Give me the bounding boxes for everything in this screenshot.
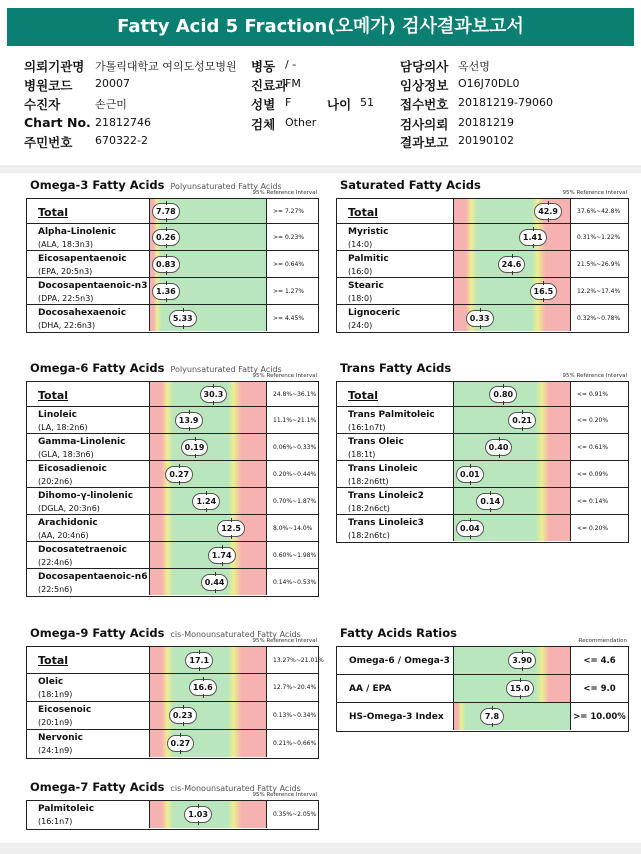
table-row <box>27 674 318 702</box>
info-c2-1-value: FM <box>285 77 301 90</box>
info-c1-1-label: 병원코드 <box>24 78 73 93</box>
analyte-name: Arachidonic <box>38 518 98 528</box>
reference-interval: 8.0%~14.0% <box>273 524 313 532</box>
reference-interval-header: 95% Reference Interval <box>252 190 317 196</box>
total-row <box>27 647 324 674</box>
result-value-marker: 1.36 <box>152 283 180 300</box>
analyte-abbr: (ALA, 18:3n3) <box>38 240 94 249</box>
ratio-bar <box>453 647 571 674</box>
info-c2-3-label: 검체 <box>251 117 276 132</box>
result-value-marker: 1.03 <box>184 806 212 823</box>
reference-interval: 0.32%~0.78% <box>577 314 621 322</box>
table-row <box>27 251 318 278</box>
result-bar <box>149 569 267 595</box>
analyte-abbr: (EPA, 20:5n3) <box>38 267 93 276</box>
info-c3-2-value: 20181219-79060 <box>458 96 553 109</box>
reference-interval: <= 0.14% <box>577 497 609 505</box>
analyte-abbr: (24:1n9) <box>38 746 73 755</box>
info-c1-4-value: 670322-2 <box>95 134 148 147</box>
section-title-text: Omega-7 Fatty Acids <box>30 780 165 794</box>
result-bar <box>149 434 267 460</box>
reference-interval: 0.13%~0.34% <box>273 712 317 719</box>
ratio-value-marker: 3.90 <box>508 652 536 669</box>
result-bar <box>453 382 571 406</box>
result-bar <box>453 488 571 514</box>
analyte-name: Total <box>38 654 69 667</box>
result-bar <box>149 647 267 673</box>
analyte-abbr: (LA, 18:2n6) <box>38 423 88 432</box>
reference-interval-header: 95% Reference Interval <box>252 638 317 644</box>
recommendation-header: Recommendation <box>578 638 627 644</box>
info-c1-3-label: Chart No. <box>24 115 91 130</box>
result-value-marker: 0.33 <box>466 310 494 327</box>
table-omega7 <box>26 800 319 830</box>
analyte-abbr: (20:1n9) <box>38 718 73 727</box>
analyte-name: Oleic <box>38 677 64 687</box>
result-value-marker: 0.21 <box>508 412 536 429</box>
ratio-row <box>337 703 628 731</box>
table-row <box>337 461 628 488</box>
result-bar <box>453 407 571 433</box>
info-c3-0-label: 담당의사 <box>400 59 449 74</box>
result-value-marker: 0.80 <box>489 386 517 403</box>
result-bar <box>149 801 267 828</box>
table-row <box>27 461 318 488</box>
reference-interval: 0.06%~0.33% <box>273 443 317 451</box>
reference-interval: 11.1%~21.1% <box>273 416 317 424</box>
page-footer-bar <box>0 843 641 854</box>
result-value-marker: 13.9 <box>175 412 203 429</box>
result-bar <box>453 278 571 304</box>
info-c3-2-label: 접수번호 <box>400 97 449 112</box>
analyte-name: Myristic <box>348 227 389 237</box>
table-row <box>337 515 628 542</box>
info-c3-3-label: 검사의뢰 <box>400 117 449 132</box>
reference-interval: 0.31%~1.22% <box>577 233 621 241</box>
reference-interval: >= 7.27% <box>273 207 305 215</box>
info-c3-4-label: 결과보고 <box>400 135 449 150</box>
table-omega3 <box>26 198 319 333</box>
section-subtitle: Polyunsaturated Fatty Acids <box>170 365 282 374</box>
result-value-marker: 12.5 <box>217 520 245 537</box>
analyte-name: Stearic <box>348 281 384 291</box>
analyte-abbr: (16:1n7t) <box>348 423 386 432</box>
info-c3-0-value: 옥선명 <box>458 60 490 73</box>
reference-interval: 0.14%~0.53% <box>273 578 317 586</box>
reference-interval: 0.35%~2.05% <box>273 811 317 818</box>
result-value-marker: 1.41 <box>519 229 547 246</box>
result-bar <box>149 730 267 757</box>
analyte-abbr: (DGLA, 20:3n6) <box>38 504 100 513</box>
analyte-name: Palmitoleic <box>38 804 95 814</box>
analyte-name: Nervonic <box>38 733 83 743</box>
analyte-name: Linoleic <box>38 410 78 420</box>
total-row <box>27 382 318 407</box>
analyte-name: Palmitic <box>348 254 389 264</box>
info-c2-2-value: F <box>285 96 292 109</box>
analyte-abbr: (18:2n6tc) <box>348 531 390 540</box>
analyte-abbr: (GLA, 18:3n6) <box>38 450 94 459</box>
result-bar <box>453 251 571 277</box>
reference-interval-header: 95% Reference Interval <box>252 373 317 379</box>
result-bar <box>149 224 267 250</box>
result-bar <box>149 278 267 304</box>
analyte-name: Docosahexaenoic <box>38 308 127 318</box>
table-row <box>27 542 318 569</box>
result-bar <box>149 251 267 277</box>
reference-interval-header: 95% Reference Interval <box>562 190 627 196</box>
reference-interval: <= 0.91% <box>577 390 609 398</box>
analyte-abbr: (DHA, 22:6n3) <box>38 321 96 330</box>
table-row <box>27 278 318 305</box>
result-bar <box>149 515 267 541</box>
section-subtitle: cis-Monounsaturated Fatty Acids <box>170 784 301 793</box>
analyte-abbr: (14:0) <box>348 240 373 249</box>
result-value-marker: 42.9 <box>534 203 562 220</box>
info-c2-0-value: / - <box>285 58 297 71</box>
analyte-abbr: (DPA, 22:5n3) <box>38 294 94 303</box>
result-value-marker: 0.44 <box>201 574 229 591</box>
reference-interval: 0.21%~0.66% <box>273 740 317 747</box>
result-value-marker: 0.83 <box>152 256 180 273</box>
table-row <box>337 251 628 278</box>
analyte-abbr: (24:0) <box>348 321 373 330</box>
analyte-name: Eicosenoic <box>38 705 92 715</box>
result-bar <box>453 515 571 541</box>
info-age-value: 51 <box>360 96 374 109</box>
result-bar <box>453 305 571 331</box>
result-value-marker: 16.5 <box>530 283 558 300</box>
section-title-text: Omega-6 Fatty Acids <box>30 361 165 375</box>
analyte-abbr: (22:4n6) <box>38 558 73 567</box>
table-sat <box>336 198 629 333</box>
result-value-marker: 7.78 <box>152 203 180 220</box>
table-row <box>337 278 628 305</box>
section-subtitle: cis-Monounsaturated Fatty Acids <box>170 630 301 639</box>
result-bar <box>149 382 267 406</box>
result-bar <box>453 199 571 223</box>
analyte-name: Trans Oleic <box>348 437 404 447</box>
reference-interval: <= 0.09% <box>577 470 609 478</box>
reference-interval: >= 0.64% <box>273 260 305 268</box>
section-title-text: Omega-9 Fatty Acids <box>30 626 165 640</box>
table-row <box>27 488 318 515</box>
ratio-row <box>337 675 628 703</box>
reference-interval: 13.27%~21.01% <box>273 656 324 664</box>
ratio-recommendation: <= 9.0 <box>583 683 616 694</box>
table-row <box>27 305 318 332</box>
analyte-name: Trans Palmitoleic <box>348 410 435 420</box>
analyte-abbr: (16:1n7) <box>38 817 73 826</box>
result-value-marker: 0.27 <box>167 735 195 752</box>
analyte-abbr: (16:0) <box>348 267 373 276</box>
section-title-sat <box>340 178 481 192</box>
table-row <box>337 488 628 515</box>
analyte-name: Eicosadienoic <box>38 464 107 474</box>
total-row <box>337 382 628 407</box>
result-value-marker: 0.19 <box>181 439 209 456</box>
analyte-name: Total <box>348 389 379 402</box>
table-row <box>27 515 318 542</box>
result-bar <box>453 434 571 460</box>
table-omega9 <box>26 646 324 759</box>
table-row <box>27 730 318 758</box>
reference-interval: 0.70%~1.87% <box>273 497 317 505</box>
analyte-name: Gamma-Linolenic <box>38 437 126 447</box>
analyte-abbr: (18:2n6tt) <box>348 477 389 486</box>
section-title-text: Omega-3 Fatty Acids <box>30 178 165 192</box>
result-value-marker: 1.74 <box>208 547 236 564</box>
result-bar <box>149 674 267 701</box>
ratio-name: HS-Omega-3 Index <box>349 712 444 722</box>
reference-interval: 0.60%~1.98% <box>273 551 317 559</box>
result-bar <box>149 199 267 223</box>
table-trans <box>336 381 629 543</box>
ratio-value-marker: 15.0 <box>506 680 534 697</box>
reference-interval: >= 0.23% <box>273 233 305 241</box>
table-row <box>27 569 318 596</box>
reference-interval: 21.5%~26.9% <box>577 260 621 268</box>
result-value-marker: 0.40 <box>485 439 513 456</box>
analyte-name: Trans Linoleic3 <box>348 518 424 528</box>
analyte-abbr: (18:0) <box>348 294 373 303</box>
analyte-abbr: (18:1t) <box>348 450 376 459</box>
result-value-marker: 17.1 <box>185 652 213 669</box>
ratio-bar <box>453 703 571 730</box>
table-row <box>27 434 318 461</box>
ratio-recommendation: >= 10.00% <box>573 711 626 722</box>
reference-interval: >= 1.27% <box>273 287 305 295</box>
total-row <box>337 199 628 224</box>
section-title-ratios: Fatty Acids Ratios <box>340 626 457 640</box>
result-bar <box>453 224 571 250</box>
result-value-marker: 0.26 <box>152 229 180 246</box>
info-c2-1-label: 진료과 <box>251 78 288 93</box>
section-title-trans <box>340 361 451 375</box>
table-row <box>337 305 628 332</box>
analyte-name: Total <box>348 206 379 219</box>
info-c1-0-value: 가톨릭대학교 여의도성모병원 <box>95 60 237 73</box>
analyte-name: Dihomo-γ-linolenic <box>38 491 134 501</box>
info-c1-3-value: 21812746 <box>95 116 151 129</box>
table-row <box>27 224 318 251</box>
info-c3-1-label: 임상정보 <box>400 78 449 93</box>
result-value-marker: 0.27 <box>165 466 193 483</box>
analyte-name: Docosatetraenoic <box>38 545 127 555</box>
reference-interval: <= 0.20% <box>577 416 609 424</box>
reference-interval: 12.2%~17.4% <box>577 287 621 295</box>
result-value-marker: 0.01 <box>456 466 484 483</box>
reference-interval: 37.6%~42.8% <box>577 207 621 215</box>
table-ratios <box>336 646 629 732</box>
ratio-value-marker: 7.8 <box>480 708 504 725</box>
section-title-omega3 <box>30 178 282 192</box>
result-value-marker: 5.33 <box>169 310 197 327</box>
result-bar <box>149 461 267 487</box>
info-c1-4-label: 주민번호 <box>24 135 73 150</box>
info-c2-2-label: 성별 <box>251 97 276 112</box>
info-c3-4-value: 20190102 <box>458 134 514 147</box>
analyte-abbr: (18:2n6ct) <box>348 504 390 513</box>
result-bar <box>149 542 267 568</box>
ratio-bar <box>453 675 571 702</box>
result-value-marker: 0.04 <box>456 520 484 537</box>
result-bar <box>149 488 267 514</box>
result-value-marker: 16.6 <box>189 679 217 696</box>
analyte-name: Eicosapentaenoic <box>38 254 127 264</box>
info-c2-0-label: 병동 <box>251 59 276 74</box>
total-row <box>27 199 318 224</box>
table-row <box>337 434 628 461</box>
reference-interval: <= 0.20% <box>577 524 609 532</box>
analyte-abbr: (AA, 20:4n6) <box>38 531 89 540</box>
analyte-abbr: (22:5n6) <box>38 585 73 594</box>
section-title-omega6 <box>30 361 282 375</box>
info-c2-3-value: Other <box>285 116 317 129</box>
info-age-label: 나이 <box>327 97 352 112</box>
analyte-name: Docosapentaenoic-n3 <box>38 281 148 291</box>
result-value-marker: 24.6 <box>498 256 526 273</box>
analyte-name: Trans Linoleic2 <box>348 491 424 501</box>
result-bar <box>149 407 267 433</box>
result-bar <box>149 702 267 729</box>
result-bar <box>149 305 267 331</box>
reference-interval: 12.7%~20.4% <box>273 684 317 691</box>
info-c1-2-value: 손근미 <box>95 98 127 111</box>
reference-interval-header: 95% Reference Interval <box>562 373 627 379</box>
table-row <box>337 407 628 434</box>
report-title: Fatty Acid 5 Fraction(오메가) 검사결과보고서 <box>7 8 634 46</box>
reference-interval: >= 4.45% <box>273 314 305 322</box>
result-bar <box>453 461 571 487</box>
ratio-row <box>337 647 628 675</box>
analyte-name: Total <box>38 206 69 219</box>
analyte-name: Lignoceric <box>348 308 401 318</box>
table-row <box>27 801 318 829</box>
section-title-text: Saturated Fatty Acids <box>340 178 481 192</box>
result-value-marker: 0.23 <box>169 707 197 724</box>
analyte-name: Total <box>38 389 69 402</box>
result-value-marker: 0.14 <box>476 493 504 510</box>
table-omega6 <box>26 381 319 597</box>
info-c3-3-value: 20181219 <box>458 116 514 129</box>
analyte-abbr: (20:2n6) <box>38 477 73 486</box>
section-subtitle: Polyunsaturated Fatty Acids <box>170 182 282 191</box>
analyte-name: Docosapentaenoic-n6 <box>38 572 148 582</box>
analyte-name: Trans Linoleic <box>348 464 418 474</box>
info-c3-1-value: O16J70DL0 <box>458 77 520 90</box>
ratio-name: AA / EPA <box>349 684 392 694</box>
reference-interval: 0.20%~0.44% <box>273 470 317 478</box>
info-c1-0-label: 의뢰기관명 <box>24 59 85 74</box>
ratio-recommendation: <= 4.6 <box>583 655 616 666</box>
info-c1-2-label: 수진자 <box>24 97 61 112</box>
result-value-marker: 30.3 <box>200 386 228 403</box>
ratio-name: Omega-6 / Omega-3 <box>349 656 450 666</box>
result-value-marker: 1.24 <box>192 493 220 510</box>
table-row <box>337 224 628 251</box>
reference-interval: 24.8%~36.1% <box>273 390 317 398</box>
section-title-text: Trans Fatty Acids <box>340 361 452 375</box>
analyte-name: Alpha-Linolenic <box>38 227 117 237</box>
reference-interval-header: 95% Reference Interval <box>252 792 317 798</box>
reference-interval: <= 0.61% <box>577 443 609 451</box>
table-row <box>27 702 318 730</box>
analyte-abbr: (18:1n9) <box>38 690 73 699</box>
table-row <box>27 407 318 434</box>
section-divider <box>0 165 641 173</box>
info-c1-1-value: 20007 <box>95 77 130 90</box>
